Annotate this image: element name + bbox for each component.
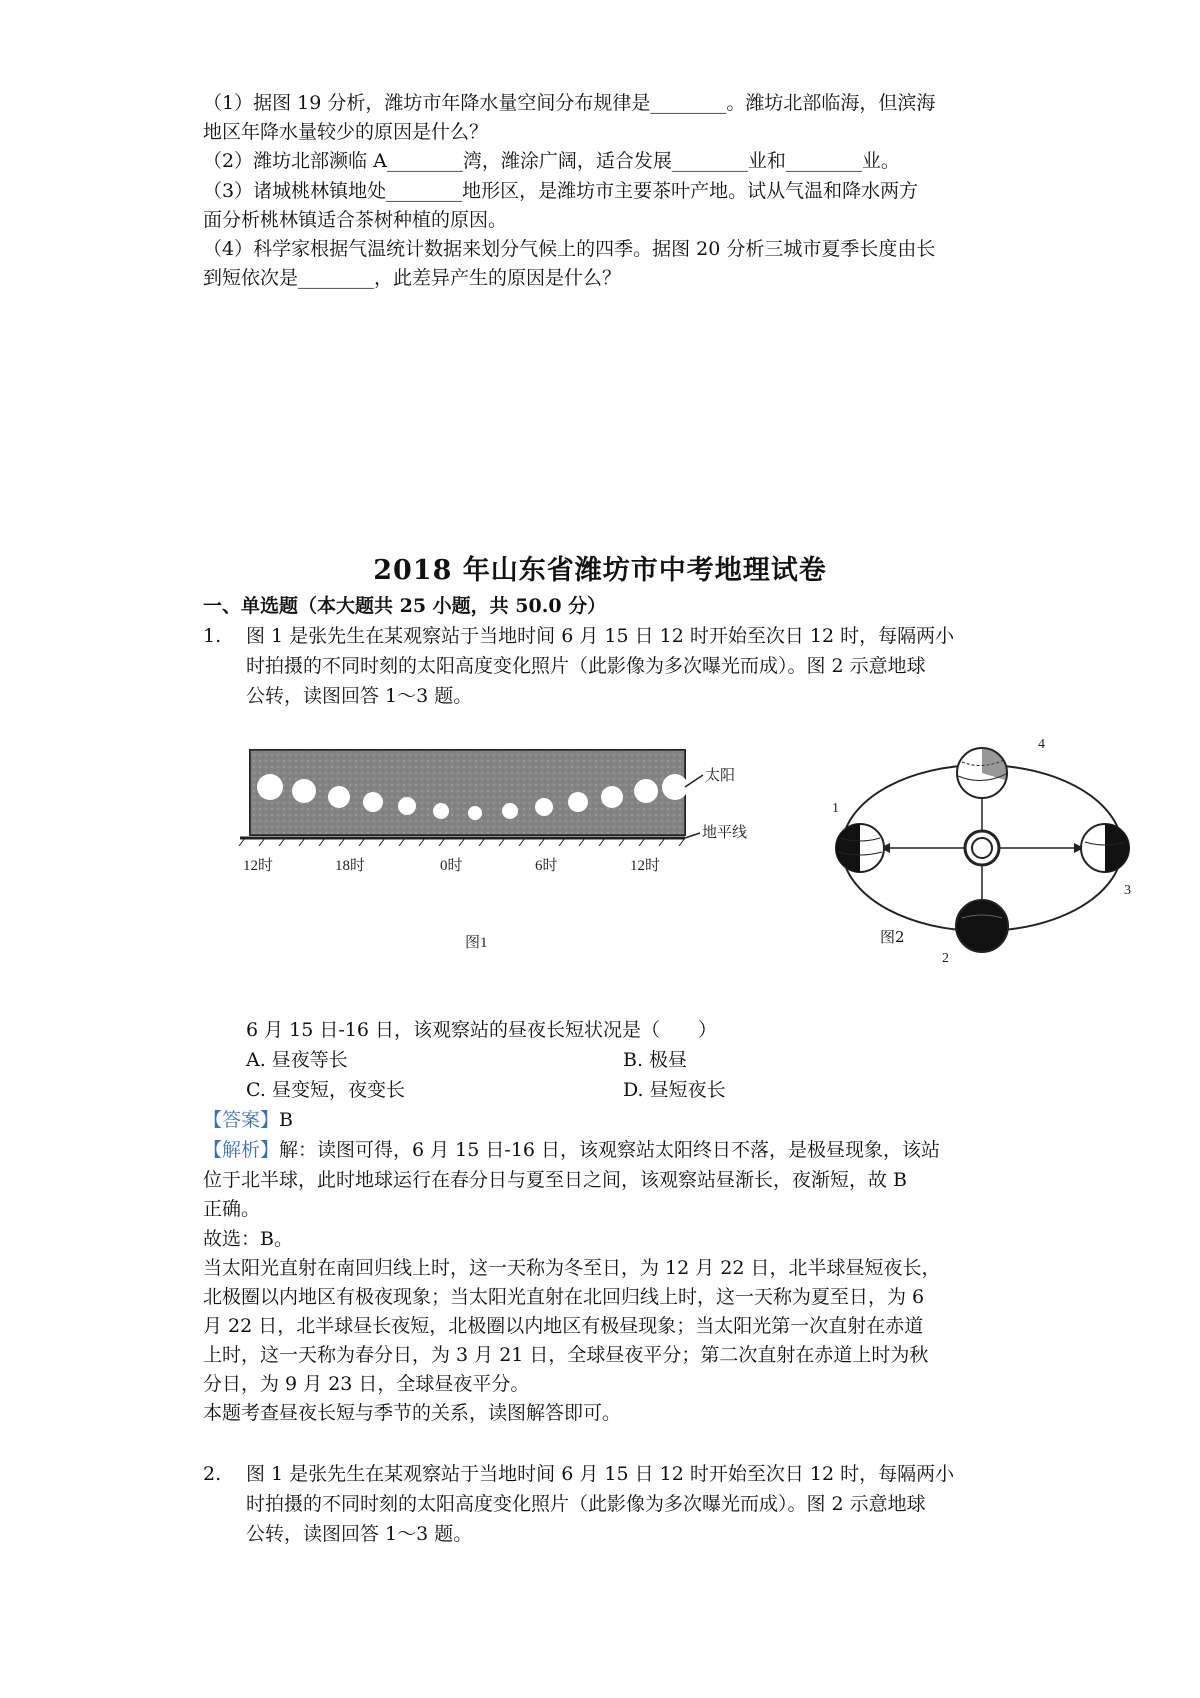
section-heading: 一、单选题（本大题共 25 小题，共 50.0 分） xyxy=(203,595,607,617)
horizon-label: 地平线 xyxy=(702,825,748,841)
position-label: 4 xyxy=(1038,737,1045,752)
top-question-line: （3）诸城桃林镇地处________地形区，是潍坊市主要茶叶产地。试从气温和降水两方 xyxy=(203,180,919,202)
analysis-line: 正确。 xyxy=(203,1198,261,1220)
earth-position-4 xyxy=(957,737,1045,798)
analysis-line: 本题考查昼夜长短与季节的关系，读图解答即可。 xyxy=(203,1402,622,1424)
time-tick-label: 6时 xyxy=(535,858,558,874)
question-stem-line: 时拍摄的不同时刻的太阳高度变化照片（此影像为多次曝光而成）。图 2 示意地球 xyxy=(246,1493,926,1515)
question-stem-line: 时拍摄的不同时刻的太阳高度变化照片（此影像为多次曝光而成）。图 2 示意地球 xyxy=(246,655,926,677)
figure-2-earth-revolution xyxy=(812,730,1152,965)
figure-1-caption: 图1 xyxy=(465,935,488,951)
analysis-line xyxy=(203,1135,940,1165)
time-tick-label: 12时 xyxy=(243,858,274,874)
question-stem-line: 公转，读图回答 1～3 题。 xyxy=(246,1523,473,1545)
question-number: 1. xyxy=(203,625,222,647)
sun-label: 太阳 xyxy=(705,768,736,784)
analysis-line: 位于北半球，此时地球运行在春分日与夏至日之间，该观察站昼渐长，夜渐短，故 B xyxy=(203,1169,908,1191)
earth-position-1 xyxy=(832,801,884,872)
sun-image xyxy=(634,779,658,803)
sun-image xyxy=(398,797,416,815)
time-tick-label: 18时 xyxy=(335,858,366,874)
sun-image xyxy=(662,774,688,800)
exam-title: 2018 年山东省潍坊市中考地理试卷 xyxy=(373,555,827,586)
question-stem-line: 公转，读图回答 1～3 题。 xyxy=(246,685,473,707)
option-b[interactable]: B. 极昼 xyxy=(623,1049,688,1071)
sun-image xyxy=(292,779,316,803)
sun-image xyxy=(535,798,553,816)
answer-value: B xyxy=(279,1109,293,1131)
analysis-tag: 【解析】 xyxy=(203,1139,280,1161)
position-label: 3 xyxy=(1124,883,1131,898)
question-stem-line: 图 1 是张先生在某观察站于当地时间 6 月 15 日 12 时开始至次日 12 时，每隔两小 xyxy=(246,625,955,647)
question-number: 2. xyxy=(203,1463,222,1485)
top-question-line: 面分析桃林镇适合茶树种植的原因。 xyxy=(203,209,508,231)
sun-image xyxy=(502,803,518,819)
top-question-line: （4）科学家根据气温统计数据来划分气候上的四季。据图 20 分析三城市夏季长度由长 xyxy=(203,238,936,260)
top-question-line: 地区年降水量较少的原因是什么？ xyxy=(203,121,489,143)
earth-position-2 xyxy=(942,900,1008,965)
analysis-line: 北极圈以内地区有极夜现象；当太阳光直射在北回归线上时，这一天称为夏至日，为 6 xyxy=(203,1286,925,1308)
sun-image xyxy=(363,792,383,812)
analysis-line: 分日，为 9 月 23 日，全球昼夜平分。 xyxy=(203,1373,530,1395)
option-d[interactable]: D. 昼短夜长 xyxy=(623,1079,726,1101)
analysis-line: 故选：B。 xyxy=(203,1228,293,1250)
sun-image xyxy=(257,774,283,800)
top-question-line: 到短依次是________，此差异产生的原因是什么？ xyxy=(203,267,622,289)
analysis-line: 月 22 日，北半球昼长夜短，北极圈以内地区有极昼现象；当太阳光第一次直射在赤道 xyxy=(203,1315,924,1337)
question-text: 6 月 15 日-16 日，该观察站的昼夜长短状况是（ ） xyxy=(246,1019,718,1041)
answer-tag: 【答案】 xyxy=(203,1109,280,1131)
analysis-line: 当太阳光直射在南回归线上时，这一天称为冬至日，为 12 月 22 日，北半球昼短夜长， xyxy=(203,1257,941,1279)
position-label: 1 xyxy=(832,801,839,816)
sun-image xyxy=(468,806,482,820)
sun-image xyxy=(568,792,588,812)
position-label: 2 xyxy=(942,951,949,965)
sun-image xyxy=(601,786,623,808)
figure-2-caption: 图2 xyxy=(880,928,905,946)
answer-line xyxy=(203,1105,293,1135)
analysis-line: 上时，这一天称为春分日，为 3 月 21 日，全球昼夜平分；第二次直射在赤道上时为秋 xyxy=(203,1344,929,1366)
top-question-line: （2）潍坊北部濒临 A________湾，潍涂广阔，适合发展________业和________业。 xyxy=(203,150,900,172)
time-tick-label: 12时 xyxy=(630,858,661,874)
sun-image xyxy=(433,803,449,819)
figure-1-sun-height-photo xyxy=(235,735,755,965)
time-tick-label: 0时 xyxy=(440,858,463,874)
question-stem-line: 图 1 是张先生在某观察站于当地时间 6 月 15 日 12 时开始至次日 12 时，每隔两小 xyxy=(246,1463,955,1485)
analysis-text: 解：读图可得，6 月 15 日-16 日，该观察站太阳终日不落，是极昼现象，该站 xyxy=(279,1139,941,1161)
sun-image xyxy=(328,786,350,808)
option-c[interactable]: C. 昼变短，夜变长 xyxy=(246,1079,405,1101)
top-question-line: （1）据图 19 分析，潍坊市年降水量空间分布规律是________。潍坊北部临海，但滨海 xyxy=(203,92,936,114)
option-a[interactable]: A. 昼夜等长 xyxy=(246,1049,348,1071)
